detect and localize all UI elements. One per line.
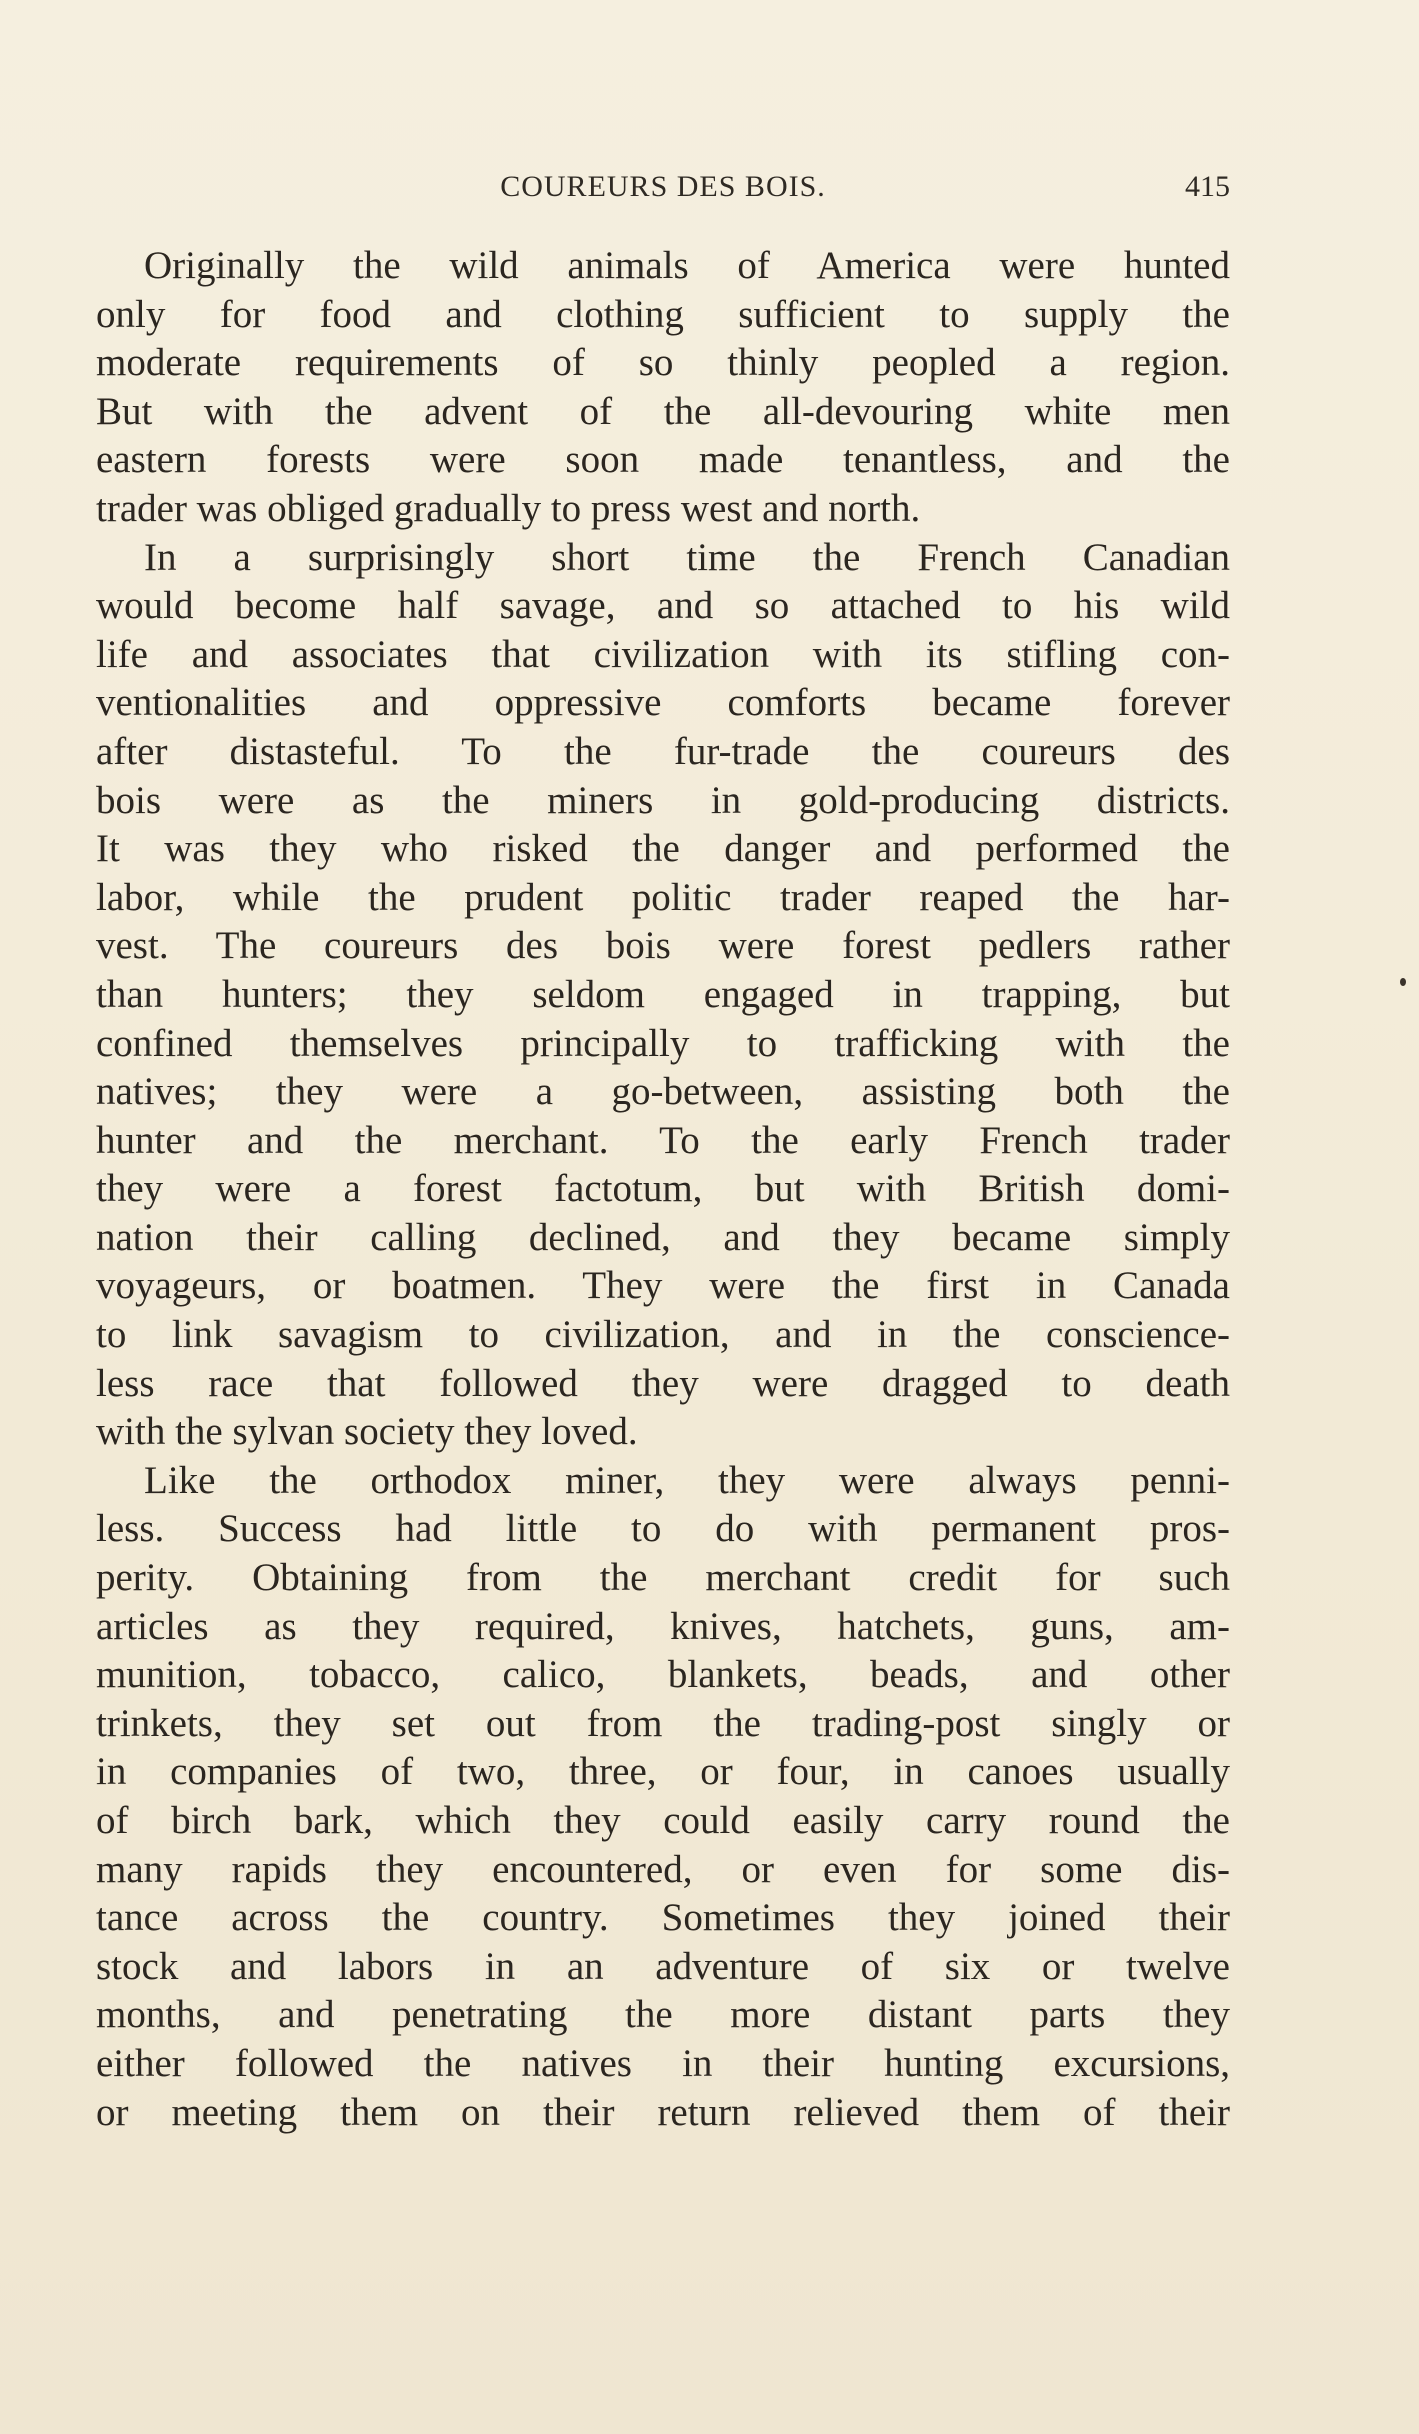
text-line: to link savagism to civilization, and in the conscience- xyxy=(96,1313,1230,1357)
text-line: perity. Obtaining from the merchant credit for such xyxy=(96,1556,1230,1600)
text-line: It was they who risked the danger and performed the xyxy=(96,827,1230,871)
text-line: voyageurs, or boatmen. They were the first in Canada xyxy=(96,1264,1230,1308)
text-line: months, and penetrating the more distant parts they xyxy=(96,1993,1230,2037)
text-line: In a surprisingly short time the French Canadian xyxy=(144,535,1230,579)
text-line: ventionalities and oppressive comforts became forever xyxy=(96,681,1230,725)
text-line: labor, while the prudent politic trader reaped the har- xyxy=(96,875,1230,919)
text-line: nation their calling declined, and they became simply xyxy=(96,1215,1230,1259)
text-line: articles as they required, knives, hatchets, guns, am- xyxy=(96,1604,1230,1648)
text-line: natives; they were a go-between, assisting both the xyxy=(96,1070,1230,1114)
text-line: trader was obliged gradually to press west and north. xyxy=(96,486,921,530)
text-line: only for food and clothing sufficient to supply the xyxy=(96,292,1230,336)
running-head xyxy=(96,170,1230,214)
text-line: with the sylvan society they loved. xyxy=(96,1410,638,1454)
text-line: of birch bark, which they could easily carry round the xyxy=(96,1799,1230,1842)
text-line: confined themselves principally to trafficking with the xyxy=(96,1021,1230,1065)
text-line: stock and labors in an adventure of six or twelve xyxy=(96,1944,1230,1988)
text-line: tance across the country. Sometimes they joined their xyxy=(96,1896,1230,1940)
text-line: hunter and the merchant. To the early French trader xyxy=(96,1118,1230,1162)
text-line: vest. The coureurs des bois were forest pedlers rather xyxy=(96,924,1230,968)
text-line: munition, tobacco, calico, blankets, beads, and other xyxy=(96,1653,1230,1697)
text-line: than hunters; they seldom engaged in trapping, but xyxy=(96,972,1230,1016)
text-line: many rapids they encountered, or even for some dis- xyxy=(96,1847,1230,1891)
running-title: COUREURS DES BOIS. xyxy=(500,170,826,203)
text-line: either followed the natives in their hunting excursions, xyxy=(96,2041,1230,2085)
ink-speck xyxy=(1400,978,1406,986)
body-text xyxy=(96,242,1230,2137)
text-line: less race that followed they were dragged to death xyxy=(96,1361,1230,1405)
text-line: life and associates that civilization with its stifling con- xyxy=(96,632,1230,676)
text-line: moderate requirements of so thinly peopled a region. xyxy=(96,341,1230,385)
text-line: after distasteful. To the fur-trade the coureurs des xyxy=(96,729,1230,773)
text-line: would become half savage, and so attached to his wild xyxy=(96,584,1230,628)
text-line: eastern forests were soon made tenantless, and the xyxy=(96,438,1230,482)
text-line: or meeting them on their return relieved them of their xyxy=(96,2090,1230,2134)
text-line: they were a forest factotum, but with British domi- xyxy=(96,1167,1230,1211)
text-line: less. Success had little to do with permanent pros- xyxy=(96,1507,1230,1551)
text-line: Like the orthodox miner, they were always penni- xyxy=(144,1458,1230,1502)
page-number: 415 xyxy=(1185,170,1230,203)
text-line: in companies of two, three, or four, in canoes usually xyxy=(96,1750,1230,1794)
text-line: Originally the wild animals of America were hunted xyxy=(144,244,1230,287)
text-line: But with the advent of the all-devouring white men xyxy=(96,389,1230,433)
text-line: trinkets, they set out from the trading-post singly or xyxy=(96,1701,1230,1745)
text-line: bois were as the miners in gold-producing districts. xyxy=(96,778,1230,822)
